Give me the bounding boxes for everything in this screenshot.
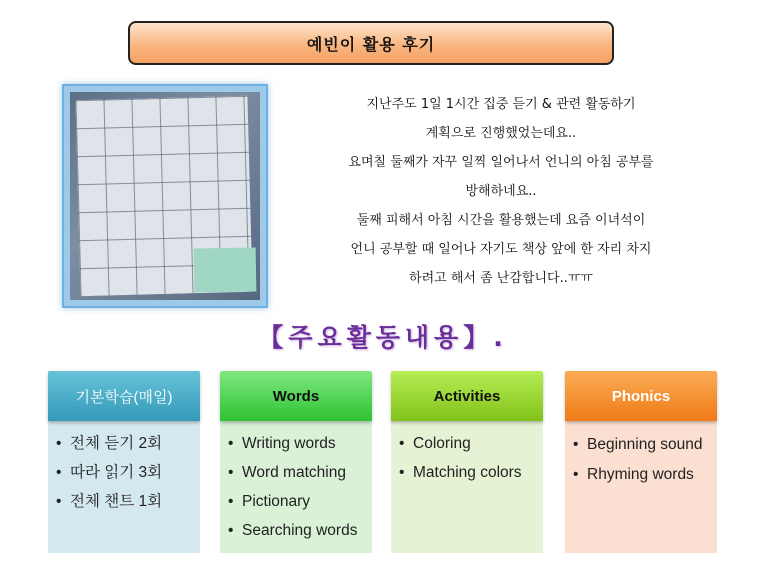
column-header: Activities — [391, 371, 543, 421]
list-item: • Writing words — [228, 433, 366, 455]
column-body — [565, 421, 717, 553]
study-plan-photo — [62, 84, 268, 308]
section-heading: 【주요활동내용】. — [258, 323, 508, 352]
review-line: 하려고 해서 좀 난감합니다..ㅠㅠ — [409, 271, 593, 286]
list-item: • Matching colors — [399, 462, 537, 484]
review-line: 지난주도 1일 1시간 집중 듣기 & 관련 활동하기 — [366, 97, 636, 112]
review-text — [296, 90, 706, 293]
list-item: • 전체 챈트 1회 — [56, 491, 194, 513]
review-line: 언니 공부할 때 일어나 자기도 책상 앞에 한 자리 차지 — [350, 242, 652, 257]
activity-column-phonics — [565, 371, 717, 553]
review-line: 계획으로 진행했었는데요.. — [425, 126, 577, 141]
column-body — [48, 421, 200, 553]
activity-column-activities — [391, 371, 543, 553]
list-item: • 전체 듣기 2회 — [56, 433, 194, 455]
sticky-note — [194, 247, 257, 292]
review-line: 방해하네요.. — [465, 184, 537, 199]
column-body — [220, 421, 372, 553]
review-line: 요며칠 둘째가 자꾸 일찍 일어나서 언니의 아침 공부를 — [348, 155, 654, 170]
page-title: 예빈이 활용 후기 — [128, 21, 614, 65]
activity-column-words — [220, 371, 372, 553]
list-item: • Searching words — [228, 520, 366, 542]
column-body — [391, 421, 543, 553]
list-item: • Beginning sound — [573, 433, 711, 457]
column-header: 기본학습(매일) — [48, 371, 200, 421]
list-item: • Coloring — [399, 433, 537, 455]
column-header: Words — [220, 371, 372, 421]
list-item: • Pictionary — [228, 491, 366, 513]
review-line: 둘째 피해서 아침 시간을 활용했는데 요즘 이녀석이 — [356, 213, 646, 228]
photo-image — [70, 92, 260, 300]
list-item: • 따라 읽기 3회 — [56, 462, 194, 484]
list-item: • Word matching — [228, 462, 366, 484]
column-header: Phonics — [565, 371, 717, 421]
list-item: • Rhyming words — [573, 464, 711, 486]
activity-column-basic — [48, 371, 200, 553]
